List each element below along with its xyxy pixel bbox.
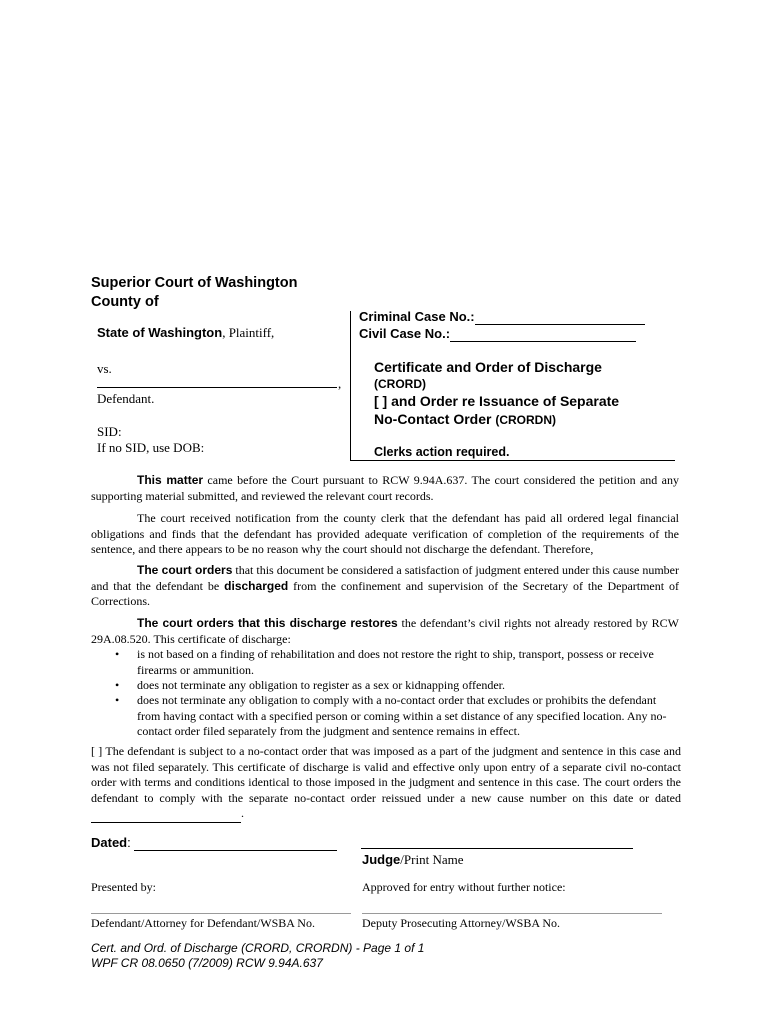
judge-bold: Judge <box>362 852 401 867</box>
bullet-item-register: does not terminate any obligation to register as a sex or kidnapping offender. <box>137 678 506 692</box>
crord-code: (CRORD) <box>374 377 426 391</box>
paragraph-no-contact-order <box>91 744 681 823</box>
bullet-marker: • <box>115 678 120 692</box>
no-contact-title <box>374 411 556 429</box>
criminal-case-label: Criminal Case No.: <box>359 309 475 324</box>
separate-order-checkbox-line[interactable]: [ ] and Order re Issuance of Separate <box>374 393 620 409</box>
restores-text: the defendant’s civil rights not already restored by RCW 29A.08.520. This certificate of discharge: <box>91 616 679 646</box>
dated-field[interactable] <box>91 835 131 850</box>
paragraph-court-orders <box>91 563 679 610</box>
defendant-comma: , <box>338 376 342 391</box>
versus-label: vs. <box>97 361 112 376</box>
court-orders-bold: The court orders <box>137 563 233 577</box>
restores-bold: The court orders that this discharge restores <box>137 616 398 630</box>
deputy-prosecutor-label: Deputy Prosecuting Attorney/WSBA No. <box>362 916 560 930</box>
civil-case-field[interactable] <box>359 326 636 342</box>
bullet-marker: • <box>115 647 120 661</box>
plaintiff-role: , Plaintiff, <box>222 325 275 340</box>
plaintiff-name: State of Washington <box>97 325 223 340</box>
judge-label <box>362 852 463 868</box>
footer-form-number: WPF CR 08.0650 (7/2009) RCW 9.94A.637 <box>91 956 323 970</box>
bullet-marker: • <box>115 693 120 707</box>
no-contact-text: [ ] The defendant is subject to a no-contact order that was imposed as a part of the judgment and sentence in this case and was not filed separately. This certificate of discharge is valid and effective only upon entry of a separate civil no-contact order with terms and conditions identical to those imposed in the judgment and sentence in this case. The court orders the defendant to comply with the separate no-contact order reissued under a new cause number on this date or dated <box>91 744 681 805</box>
bullet-item-firearms: is not based on a finding of rehabilitation and does not restore the right to ship, transport, possess or receive firearms or ammunition. <box>137 647 654 677</box>
dob-label: If no SID, use DOB: <box>97 440 205 455</box>
court-orders-text-b: from the confinement and supervision of the Secretary of the Department of Corrections. <box>91 578 679 608</box>
clerks-action-note: Clerks action required. <box>374 445 510 459</box>
prosecutor-signature-line[interactable] <box>362 913 662 914</box>
paragraph-restores <box>91 616 679 647</box>
civil-case-blank[interactable] <box>450 326 636 342</box>
defendant-attorney-label: Defendant/Attorney for Defendant/WSBA No. <box>91 916 315 930</box>
print-name-label: /Print Name <box>400 852 464 867</box>
caption-horizontal-divider <box>350 460 675 461</box>
defendant-signature-line[interactable] <box>91 913 351 914</box>
paragraph-notification <box>91 511 679 558</box>
crordn-code: (CRORDN) <box>495 413 556 427</box>
presented-by-label: Presented by: <box>91 880 156 894</box>
paragraph-this-matter <box>91 473 679 504</box>
dated-colon: : <box>127 835 131 850</box>
caption-vertical-divider <box>350 311 351 461</box>
no-contact-end: . <box>241 806 244 820</box>
dated-label: Dated <box>91 835 128 850</box>
civil-case-label: Civil Case No.: <box>359 326 451 341</box>
footer-title: Cert. and Ord. of Discharge (CRORD, CRORDN) - Page 1 of 1 <box>91 941 425 955</box>
court-heading <box>91 274 297 312</box>
no-contact-label: No-Contact Order <box>374 411 496 427</box>
defendant-name-line <box>97 387 337 388</box>
plaintiff-line <box>97 325 274 341</box>
this-matter-text: came before the Court pursuant to RCW 9.94A.637. The court considered the petition and any supporting material submitted, and reviewed the relevant court records. <box>91 473 679 503</box>
defendant-label: Defendant. <box>97 391 155 406</box>
bullet-item-no-contact: does not terminate any obligation to comply with a no-contact order that excludes or prohibits the defendant from having contact with a specified person or coming within a set distance of any specified location. Any no-contact order filed separately from the judgment and sentence remains in effect. <box>137 693 667 738</box>
reissue-date-blank[interactable] <box>91 806 241 823</box>
judge-signature-line[interactable] <box>361 848 633 849</box>
discharged-bold: discharged <box>224 578 289 593</box>
county-label: County of <box>91 294 159 310</box>
criminal-case-blank[interactable] <box>475 309 645 325</box>
approved-label: Approved for entry without further notice: <box>362 880 566 894</box>
court-name: Superior Court of Washington <box>91 275 298 291</box>
notification-text: The court received notification from the county clerk that the defendant has paid all ordered legal financial obligations and finds that the defendant has provided adequate verification of completion of the requirements of the sentence, and there appears to be no reason why the court should not discharge the defendant. Therefore, <box>91 511 679 556</box>
court-orders-text-a: that this document be considered a satisfaction of judgment entered under this cause number and that the defendant be <box>91 563 680 593</box>
sid-label: SID: <box>97 424 122 439</box>
dated-line[interactable] <box>134 850 337 851</box>
this-matter-bold: This matter <box>137 473 204 487</box>
document-title: Certificate and Order of Discharge <box>374 359 602 375</box>
criminal-case-field[interactable] <box>359 309 645 325</box>
